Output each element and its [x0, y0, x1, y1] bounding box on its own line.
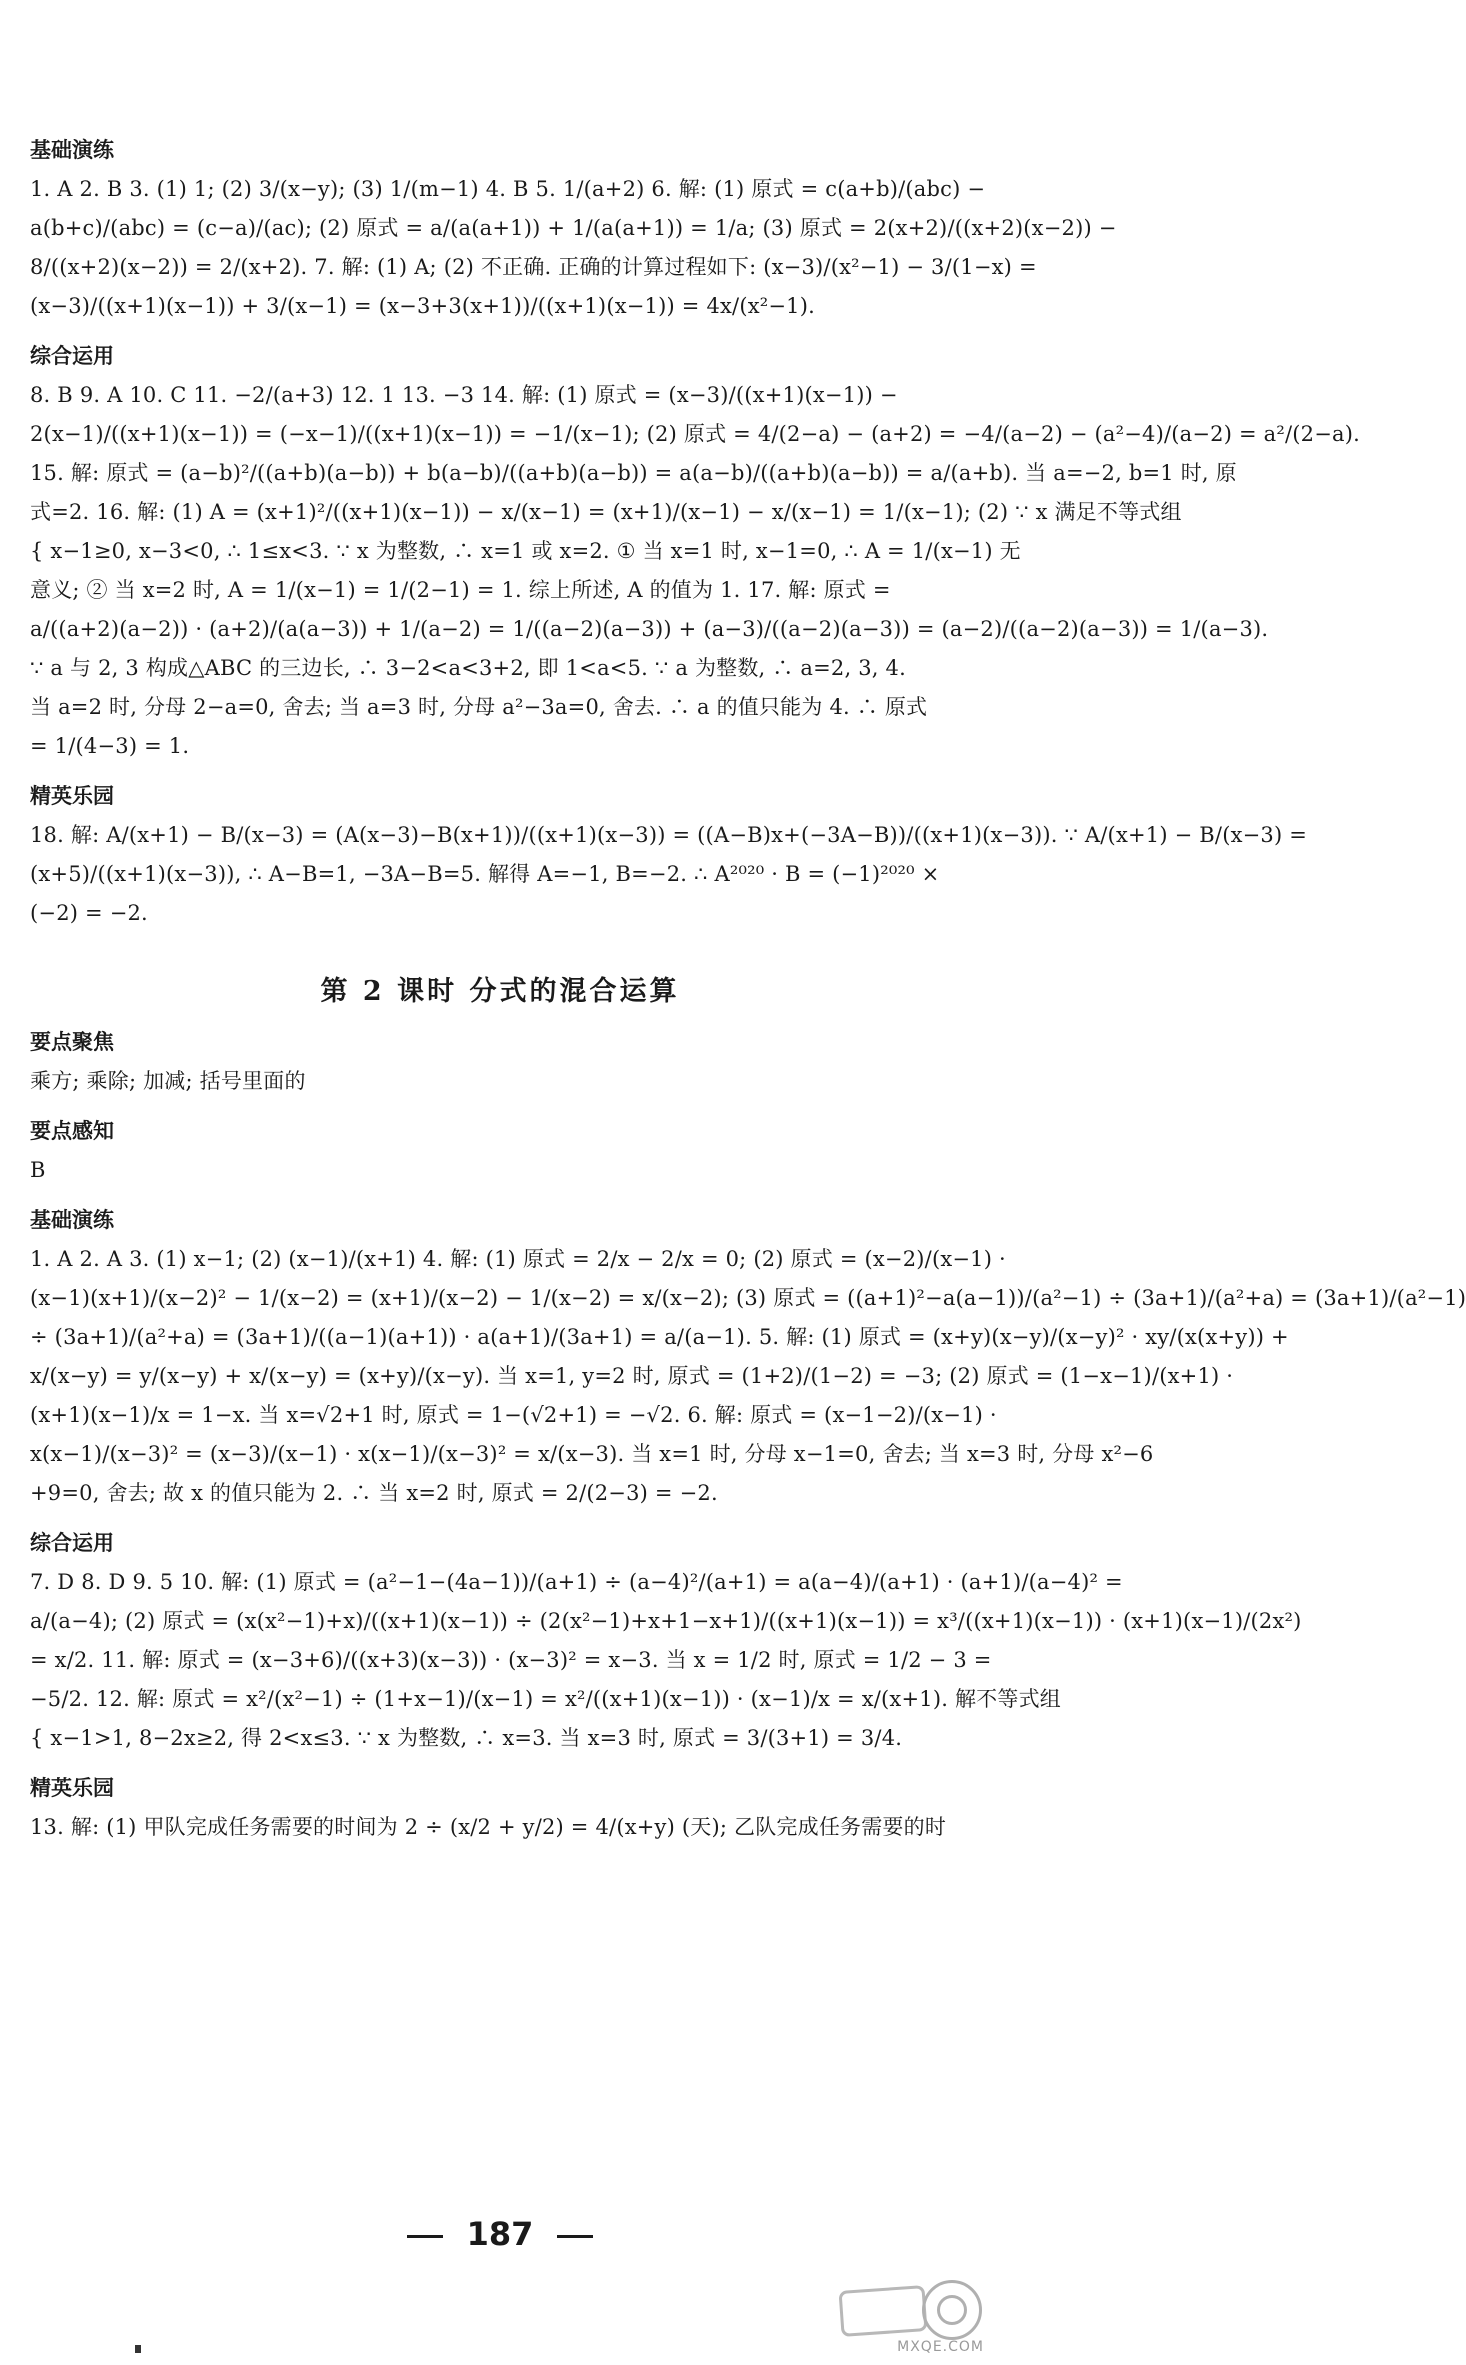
answer-line: 7. D 8. D 9. 5 10. 解: (1) 原式 = (a²−1−(4a−1))/(a+1) ÷ (a−4)²/(a+1) = a(a−4)/(a+1) · (a+1)/(a−4)² = — [30, 1570, 1123, 1594]
footer-dash-right — [557, 2235, 593, 2238]
answer-line: 乘方; 乘除; 加减; 括号里面的 — [30, 1069, 306, 1093]
answer-line: 当 a=2 时, 分母 2−a=0, 舍去; 当 a=3 时, 分母 a²−3a=0, 舍去. ∴ a 的值只能为 4. ∴ 原式 — [30, 695, 928, 719]
answer-line: 2(x−1)/((x+1)(x−1)) = (−x−1)/((x+1)(x−1)) = −1/(x−1); (2) 原式 = 4/(2−a) − (a+2) = −4/(a−2) − (a²−4)/(a−2) = a²/(2−a). — [30, 422, 1361, 446]
answer-line: −5/2. 12. 解: 原式 = x²/(x²−1) ÷ (1+x−1)/(x−1) = x²/((x+1)(x−1)) · (x−1)/x = x/(x+1). 解不等式组 — [30, 1687, 1061, 1711]
site-watermark — [830, 2280, 990, 2355]
answer-line: 18. 解: A/(x+1) − B/(x−3) = (A(x−3)−B(x+1))/((x+1)(x−3)) = ((A−B)x+(−3A−B))/((x+1)(x−3)). ∵ A/(x+1) − B/(x−3) = — [30, 823, 1308, 847]
lesson-title: 第 2 课时 分式的混合运算 — [320, 976, 680, 1007]
page-footer — [0, 2215, 1000, 2253]
section-heading: 精英乐园 — [30, 1776, 114, 1800]
answer-line: 8. B 9. A 10. C 11. −2/(a+3) 12. 1 13. −3 14. 解: (1) 原式 = (x−3)/((x+1)(x−1)) − — [30, 383, 898, 407]
section-heading: 基础演练 — [30, 138, 114, 162]
watermark-site-text: MXQE.COM — [897, 2339, 984, 2355]
section-heading: 基础演练 — [30, 1208, 114, 1232]
answer-line: ∵ a 与 2, 3 构成△ABC 的三边长, ∴ 3−2<a<3+2, 即 1<a<5. ∵ a 为整数, ∴ a=2, 3, 4. — [30, 656, 906, 680]
answer-line: (−2) = −2. — [30, 901, 148, 925]
watermark-logo-icon — [839, 2285, 928, 2337]
answer-line: 1. A 2. A 3. (1) x−1; (2) (x−1)/(x+1) 4. 解: (1) 原式 = 2/x − 2/x = 0; (2) 原式 = (x−2)/(x−1) · — [30, 1247, 1006, 1271]
answer-page — [30, 120, 1466, 1847]
answer-line: a(b+c)/(abc) = (c−a)/(ac); (2) 原式 = a/(a(a+1)) + 1/(a(a+1)) = 1/a; (3) 原式 = 2(x+2)/((x+2)(x−2)) − — [30, 216, 1117, 240]
print-mark — [135, 2345, 141, 2353]
answer-line: B — [30, 1158, 46, 1182]
answer-line: a/((a+2)(a−2)) · (a+2)/(a(a−3)) + 1/(a−2) = 1/((a−2)(a−3)) + (a−3)/((a−2)(a−3)) = (a−2)/((a−2)(a−3)) = 1/(a−3). — [30, 617, 1269, 641]
section-heading: 要点感知 — [30, 1119, 114, 1143]
answer-line: = 1/(4−3) = 1. — [30, 734, 190, 758]
answer-line: ÷ (3a+1)/(a²+a) = (3a+1)/((a−1)(a+1)) · a(a+1)/(3a+1) = a/(a−1). 5. 解: (1) 原式 = (x+y)(x−y)/(x−y)² · xy/(x(x+y)) + — [30, 1325, 1289, 1349]
answer-line: (x−3)/((x+1)(x−1)) + 3/(x−1) = (x−3+3(x+1))/((x+1)(x−1)) = 4x/(x²−1). — [30, 294, 815, 318]
answer-line: 意义; ② 当 x=2 时, A = 1/(x−1) = 1/(2−1) = 1. 综上所述, A 的值为 1. 17. 解: 原式 = — [30, 578, 891, 602]
section-heading: 综合运用 — [30, 1531, 114, 1555]
answer-line: x/(x−y) = y/(x−y) + x/(x−y) = (x+y)/(x−y). 当 x=1, y=2 时, 原式 = (1+2)/(1−2) = −3; (2) 原式 = (1−x−1)/(x+1) · — [30, 1364, 1234, 1388]
answer-line: a/(a−4); (2) 原式 = (x(x²−1)+x)/((x+1)(x−1)) ÷ (2(x²−1)+x+1−x+1)/((x+1)(x−1)) = x³/((x+1)(x−1)) · (x+1)(x−1)/(2x²) — [30, 1609, 1302, 1633]
answer-line: (x+5)/((x+1)(x−3)), ∴ A−B=1, −3A−B=5. 解得 A=−1, B=−2. ∴ A²⁰²⁰ · B = (−1)²⁰²⁰ × — [30, 862, 940, 886]
section-heading: 精英乐园 — [30, 784, 114, 808]
answer-line: = x/2. 11. 解: 原式 = (x−3+6)/((x+3)(x−3)) · (x−3)² = x−3. 当 x = 1/2 时, 原式 = 1/2 − 3 = — [30, 1648, 992, 1672]
answer-line: 式=2. 16. 解: (1) A = (x+1)²/((x+1)(x−1)) − x/(x−1) = (x+1)/(x−1) − x/(x−1) = 1/(x−1); (2) ∵ x 满足不等式组 — [30, 500, 1182, 524]
answer-line: 13. 解: (1) 甲队完成任务需要的时间为 2 ÷ (x/2 + y/2) = 4/(x+y) (天); 乙队完成任务需要的时 — [30, 1815, 947, 1839]
answer-line: 1. A 2. B 3. (1) 1; (2) 3/(x−y); (3) 1/(m−1) 4. B 5. 1/(a+2) 6. 解: (1) 原式 = c(a+b)/(abc) − — [30, 177, 986, 201]
answer-line: (x−1)(x+1)/(x−2)² − 1/(x−2) = (x+1)/(x−2) − 1/(x−2) = x/(x−2); (3) 原式 = ((a+1)²−a(a−1))/(a²−1) ÷ (3a+1)/(a²+a) = (3a+1)/(a²−1) — [30, 1286, 1466, 1310]
answer-line: { x−1>1, 8−2x≥2, 得 2<x≤3. ∵ x 为整数, ∴ x=3. 当 x=3 时, 原式 = 3/(3+1) = 3/4. — [30, 1726, 903, 1750]
answer-line: 15. 解: 原式 = (a−b)²/((a+b)(a−b)) + b(a−b)/((a+b)(a−b)) = a(a−b)/((a+b)(a−b)) = a/(a+b). 当 a=−2, b=1 时, 原 — [30, 461, 1237, 485]
page-number: 187 — [466, 2215, 534, 2253]
section-heading: 综合运用 — [30, 344, 114, 368]
answer-line: 8/((x+2)(x−2)) = 2/(x+2). 7. 解: (1) A; (2) 不正确. 正确的计算过程如下: (x−3)/(x²−1) − 3/(1−x) = — [30, 255, 1037, 279]
answer-line: +9=0, 舍去; 故 x 的值只能为 2. ∴ 当 x=2 时, 原式 = 2/(2−3) = −2. — [30, 1481, 718, 1505]
footer-dash-left — [407, 2235, 443, 2238]
answer-line: x(x−1)/(x−3)² = (x−3)/(x−1) · x(x−1)/(x−3)² = x/(x−3). 当 x=1 时, 分母 x−1=0, 舍去; 当 x=3 时, 分母 x²−6 — [30, 1442, 1154, 1466]
answer-line: { x−1≥0, x−3<0, ∴ 1≤x<3. ∵ x 为整数, ∴ x=1 或 x=2. ① 当 x=1 时, x−1=0, ∴ A = 1/(x−1) 无 — [30, 539, 1021, 563]
answer-line: (x+1)(x−1)/x = 1−x. 当 x=√2+1 时, 原式 = 1−(√2+1) = −√2. 6. 解: 原式 = (x−1−2)/(x−1) · — [30, 1403, 997, 1427]
watermark-seal-icon — [922, 2280, 982, 2340]
section-heading: 要点聚焦 — [30, 1030, 114, 1054]
